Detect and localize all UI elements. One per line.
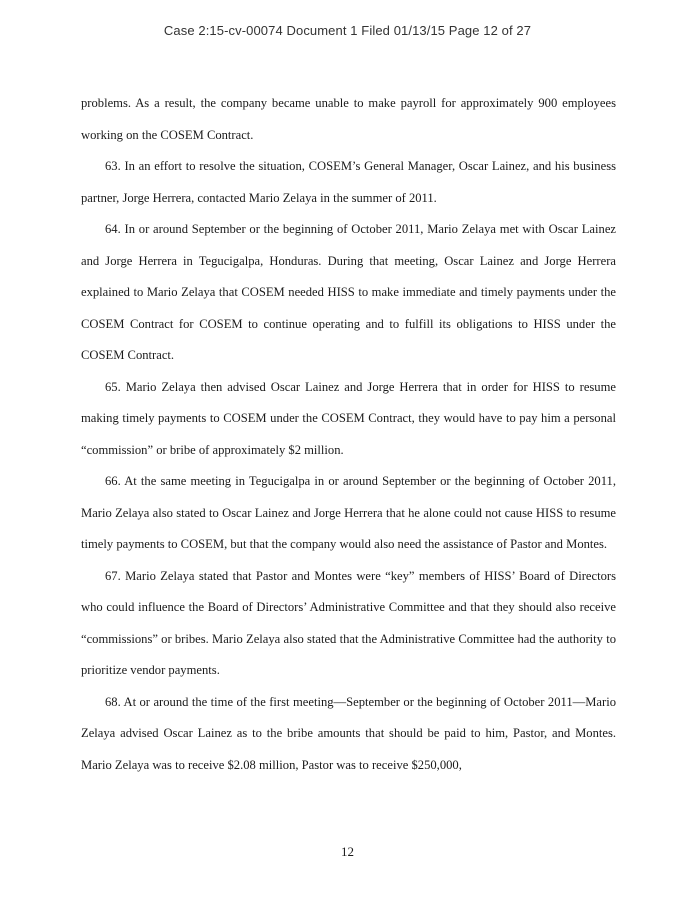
case-header: Case 2:15-cv-00074 Document 1 Filed 01/13/15 Page 12 of 27 [163,23,532,38]
document-body [81,88,616,781]
paragraph-66: 66. At the same meeting in Tegucigalpa in or around September or the beginning of October 2011, Mario Zelaya also stated to Oscar Lainez and Jorge Herrera that he alone could not cause HISS to resume timely payments to COSEM, but that the company would also need the assistance of Pastor and Montes. [81,474,616,551]
paragraph-63: 63. In an effort to resolve the situation, COSEM’s General Manager, Oscar Lainez, and his business partner, Jorge Herrera, contacted Mario Zelaya in the summer of 2011. [81,159,616,205]
paragraph-68: 68. At or around the time of the first meeting—September or the beginning of October 2011—Mario Zelaya advised Oscar Lainez as to the bribe amounts that should be paid to him, Pastor, and Montes. Mario Zelaya was to receive $2.08 million, Pastor was to receive $250,000, [81,694,616,772]
paragraph-62-continued: problems. As a result, the company became unable to make payroll for approximately 900 employees working on the COSEM Contract. [81,96,616,142]
paragraph-67: 67. Mario Zelaya stated that Pastor and Montes were “key” members of HISS’ Board of Directors who could influence the Board of Directors’ Administrative Committee and that they should also receive “commissions” or bribes. Mario Zelaya also stated that the Administrative Committee had the authority to prioritize vendor payments. [81,568,616,677]
paragraph-64: 64. In or around September or the beginning of October 2011, Mario Zelaya met with Oscar Lainez and Jorge Herrera in Tegucigalpa, Honduras. During that meeting, Oscar Lainez and Jorge Herrera explained to Mario Zelaya that COSEM needed HISS to make immediate and timely payments under the COSEM Contract for COSEM to continue operating and to fulfill its obligations to HISS under the COSEM Contract. [81,222,616,362]
paragraph-65: 65. Mario Zelaya then advised Oscar Lainez and Jorge Herrera that in order for HISS to resume making timely payments to COSEM under the COSEM Contract, they would have to pay him a personal “commission” or bribe of approximately $2 million. [81,379,616,457]
page-number: 12 [341,844,354,859]
